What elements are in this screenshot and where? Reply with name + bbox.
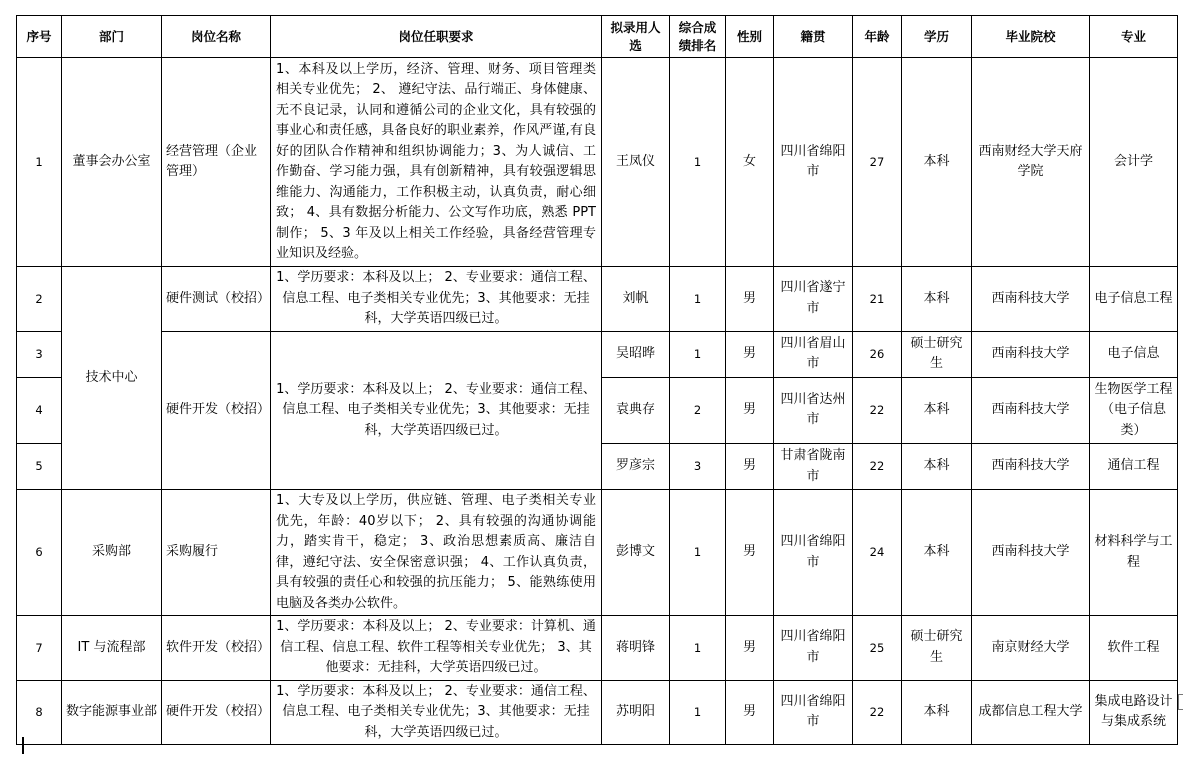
cell-rank: 3 [670,444,726,490]
cell-rank: 1 [670,490,726,616]
cell-gender: 男 [726,490,774,616]
cell-major: 集成电路设计与集成系统 [1090,680,1178,745]
cell-position: 硬件开发（校招） [162,680,271,745]
cell-rank: 2 [670,377,726,444]
cell-major: 通信工程 [1090,444,1178,490]
cell-dept: 数字能源事业部 [62,680,162,745]
header-education: 学历 [902,16,972,58]
cell-requirements: 1、学历要求：本科及以上； 2、专业要求：计算机、通信工程、信息工程、软件工程等相关专业优先； 3、其他要求：无挂科，大学英语四级已过。 [271,616,602,681]
table-row [17,490,1178,616]
cell-age: 27 [853,58,902,267]
cell-major: 电子信息工程 [1090,267,1178,332]
cell-gender: 男 [726,616,774,681]
cell-rank: 1 [670,680,726,745]
cell-origin: 四川省遂宁市 [774,267,853,332]
header-candidate: 拟录用人选 [602,16,670,58]
header-major: 专业 [1090,16,1178,58]
cell-candidate: 苏明阳 [602,680,670,745]
cell-seq: 5 [17,444,62,490]
cell-major: 电子信息 [1090,331,1178,377]
cell-school: 西南科技大学 [972,267,1090,332]
cell-position: 经营管理（企业管理） [162,58,271,267]
cell-candidate: 彭博文 [602,490,670,616]
cell-origin: 四川省达州市 [774,377,853,444]
cell-rank: 1 [670,331,726,377]
cell-major: 材料科学与工程 [1090,490,1178,616]
cell-gender: 男 [726,444,774,490]
cell-requirements: 1、学历要求：本科及以上； 2、专业要求：通信工程、信息工程、电子类相关专业优先；3、其他要求：无挂科，大学英语四级已过。 [271,267,602,332]
cell-education: 硕士研究生 [902,331,972,377]
header-seq: 序号 [17,16,62,58]
cell-rank: 1 [670,58,726,267]
cell-origin: 甘肃省陇南市 [774,444,853,490]
text-cursor[interactable] [22,737,24,754]
cell-dept: 董事会办公室 [62,58,162,267]
cell-school: 西南科技大学 [972,377,1090,444]
cell-gender: 男 [726,377,774,444]
cell-seq: 2 [17,267,62,332]
table-row [17,616,1178,681]
cell-requirements: 1、学历要求：本科及以上； 2、专业要求：通信工程、信息工程、电子类相关专业优先；3、其他要求：无挂科，大学英语四级已过。 [271,331,602,490]
cell-dept: 技术中心 [62,267,162,490]
header-school: 毕业院校 [972,16,1090,58]
table-row [17,331,1178,377]
cell-major: 软件工程 [1090,616,1178,681]
header-age: 年龄 [853,16,902,58]
cell-education: 硕士研究生 [902,616,972,681]
cell-requirements: 1、学历要求：本科及以上； 2、专业要求：通信工程、信息工程、电子类相关专业优先；3、其他要求：无挂科，大学英语四级已过。 [271,680,602,745]
cell-gender: 男 [726,267,774,332]
cell-age: 22 [853,680,902,745]
cell-education: 本科 [902,680,972,745]
cell-seq: 4 [17,377,62,444]
cell-seq: 7 [17,616,62,681]
cell-gender: 男 [726,680,774,745]
cell-position: 软件开发（校招） [162,616,271,681]
cell-origin: 四川省绵阳市 [774,680,853,745]
cell-school: 西南科技大学 [972,331,1090,377]
cell-age: 21 [853,267,902,332]
header-origin: 籍贯 [774,16,853,58]
cell-school: 西南科技大学 [972,444,1090,490]
header-gender: 性别 [726,16,774,58]
header-position: 岗位名称 [162,16,271,58]
table-row [17,267,1178,332]
cell-candidate: 王凤仪 [602,58,670,267]
cell-major: 生物医学工程（电子信息类） [1090,377,1178,444]
cell-candidate: 蒋明锋 [602,616,670,681]
table-row [17,680,1178,745]
cell-position: 硬件测试（校招） [162,267,271,332]
header-dept: 部门 [62,16,162,58]
cell-seq: 1 [17,58,62,267]
cell-dept: 采购部 [62,490,162,616]
cell-origin: 四川省眉山市 [774,331,853,377]
header-rank: 综合成绩排名 [670,16,726,58]
cell-candidate: 袁典存 [602,377,670,444]
cell-dept: IT 与流程部 [62,616,162,681]
cell-school: 成都信息工程大学 [972,680,1090,745]
cell-age: 22 [853,377,902,444]
cell-education: 本科 [902,377,972,444]
cell-seq: 6 [17,490,62,616]
cell-seq: 8 [17,680,62,745]
cell-school: 西南科技大学 [972,490,1090,616]
cell-education: 本科 [902,490,972,616]
cell-origin: 四川省绵阳市 [774,616,853,681]
table-row [17,58,1178,267]
cell-gender: 女 [726,58,774,267]
cell-requirements: 1、大专及以上学历，供应链、管理、电子类相关专业优先，年龄：40岁以下； 2、具有较强的沟通协调能力，踏实肯干，稳定； 3、政治思想素质高、廉洁自律，遵纪守法、安全保密意识强； 4、工作认真负责，具有较强的责任心和较强的抗压能力； 5、能熟练使用电脑及各类办公软件。 [271,490,602,616]
cell-school: 南京财经大学 [972,616,1090,681]
cell-position: 采购履行 [162,490,271,616]
cell-education: 本科 [902,267,972,332]
cell-age: 22 [853,444,902,490]
header-row [17,16,1178,58]
cell-age: 24 [853,490,902,616]
cell-requirements: 1、本科及以上学历，经济、管理、财务、项目管理类相关专业优先； 2、 遵纪守法、品行端正、身体健康、无不良记录，认同和遵循公司的企业文化，具有较强的事业心和责任感，具备良好的职业素养，作风严谨,有良好的团队合作精神和组织协调能力；3、为人诚信、工作勤奋、学习能力强，具有创新精神，具有较强逻辑思维能力、沟通能力，工作积极主动，认真负责，耐心细致； 4、具有数据分析能力、公文写作功底，熟悉 PPT 制作； 5、3 年及以上相关工作经验，具备经营管理专业知识及经验。 [271,58,602,267]
cell-age: 25 [853,616,902,681]
cell-education: 本科 [902,444,972,490]
cell-origin: 四川省绵阳市 [774,490,853,616]
cell-rank: 1 [670,616,726,681]
cell-candidate: 罗彦宗 [602,444,670,490]
cell-rank: 1 [670,267,726,332]
cell-age: 26 [853,331,902,377]
cell-origin: 四川省绵阳市 [774,58,853,267]
cell-school: 西南财经大学天府学院 [972,58,1090,267]
cell-candidate: 吴昭晔 [602,331,670,377]
cell-education: 本科 [902,58,972,267]
table-end-marker [1178,694,1183,710]
cell-gender: 男 [726,331,774,377]
header-requirements: 岗位任职要求 [271,16,602,58]
recruitment-table [16,15,1178,745]
cell-position: 硬件开发（校招） [162,331,271,490]
cell-seq: 3 [17,331,62,377]
cell-candidate: 刘帆 [602,267,670,332]
cell-major: 会计学 [1090,58,1178,267]
